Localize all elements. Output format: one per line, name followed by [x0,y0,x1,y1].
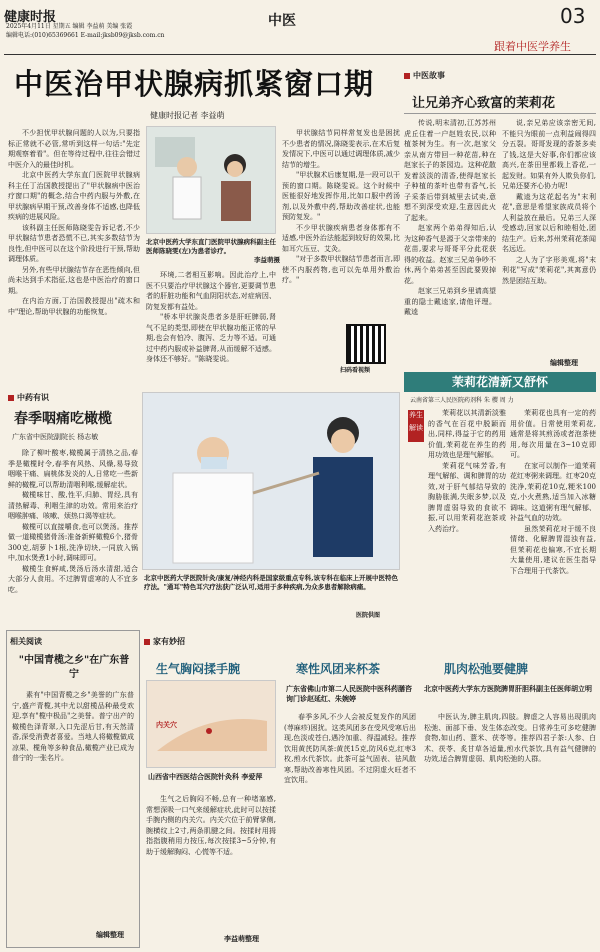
tag-line-2: 解读 [409,424,423,432]
jasmine-author: 云南省第三人民医院药剂科 朱 樱 周 力 [410,397,514,404]
phone-line: 编辑电话:(010)65369661 E-mail:jksb09@jksb.com.cn [6,32,165,39]
section-marker-icon [144,639,150,645]
paragraph: 素有"中国青榄之乡"美誉的广东普宁,盛产青榄,其中尤以甜榄品种最受欢迎,享有"榄中极品"之美誉。普宁出产的橄榄色泽青翠,入口先涩后甘,有天然清香,深受消费者喜爱。当地人将橄榄做成凉果、榄角等多种食品,橄榄产业已成为普宁的一张名片。 [12,691,134,762]
reading-credit: 编辑整理 [96,930,124,939]
tip1-author: 山西省中西医结合医院针灸科 李爱萍 [148,772,263,781]
doctor-patient-illustration [147,127,275,233]
qr-label: 扫码看视频 [340,367,371,374]
qr-code[interactable] [346,324,386,364]
story-section-text: 中医故事 [413,71,445,80]
page-number: 03 [560,4,586,28]
paragraph: 说,亲兄弟应该亲密无间,不能只为眼前一点利益闹得四分五裂。哥哥发现的香茶多卖了钱,这是大好事,你们都应该高兴,在茶田里都栽上香花,一起发财。如果有外人欺负你们,兄弟还要齐心协力呢! [502,119,596,190]
story-title-rule [404,113,596,114]
paragraph: 虽然茉莉花对于缓不良情绪、化解脾胃湿浊有益,但茉莉花也偏寒,不宜长期大量使用,建议在医生指导下合理用于代茶饮。 [510,524,596,575]
paragraph: 传说,明末清初,江苏苏州虎丘住着一户赵姓农民,以种植茶树为生。有一次,赵家父亲从南方带回一种花苗,种在赵家长子的茶园边。这种花散发着淡淡的清香,使得赵家长子种植的茶叶也带有香气,长子采茶后带到城里去试卖,意想不到深受欢迎,生意因此火了起来。 [404,119,496,222]
paragraph: 赵家两个弟弟得知后,认为这种香气是源于父亲带来的花苗,要求与哥哥平分此花获得的收益。赵家三兄弟争吵不休,两个弟弟甚至因此要毁掉花。 [404,224,496,285]
herbal-section-text: 中药有识 [17,393,49,402]
section-marker-icon [8,395,14,401]
main-column-3 [282,128,400,356]
tip2-title: 寒性风团来杯茶 [296,662,381,676]
herbal-section-label [8,392,49,403]
paragraph: 春季多风,不少人会被反复发作的风团(荨麻疹)困扰。这类风团多在受风受寒后出现,色淡或苍白,遇冷加重、得温减轻。推荐饮用黄芪防风茶:黄芪15克,防风6克,红枣3枚,煎水代茶饮。此茶可益气固表、祛风散寒,帮助改善寒性风团。不过阴虚火旺者不宜饮用。 [284,713,416,784]
tip2-body [284,712,416,944]
paragraph: 不少担忧甲状腺问题的人以为,只要指标正常就不必管,常听到这样一句话:"先定期观察着看"。但在等待过程中,往往会错过中医介入的最佳时机。 [8,129,140,169]
paragraph: 戴逵为这花起名为"末利花",意思是希望家族成员将个人利益放在最后。兄弟三人深受感动,回家以后和睦相处,团结生产。后来,苏州茉莉花茶闻名远近。 [502,192,596,253]
acupoint-label: 内关穴 [156,720,177,729]
paragraph: 茉莉花以其清新淡雅的香气在百花中脱颖而出,同样,得益于它的药用价值,茉莉花在养生的药用功效也是理气解郁。 [428,409,506,459]
tip1-body [146,794,276,932]
paragraph: 除了柳叶酸枣,橄榄属于清热之品,春季是橄榄时令,春季有风热、风燥,易导致咽喉干痛、扁桃体发炎的人,日常吃一些新鲜的橄榄,可以帮助清咽利喉,缓解症状。 [8,449,138,489]
tip1-title: 生气胸闷揉手腕 [156,662,241,676]
section-marker-icon [404,73,410,79]
herbal-body [8,448,138,624]
tip3-body [424,712,596,944]
main-photo-caption: 北京中医药大学东直门医院甲状腺病科副主任医师陈晓雯(左)为患者诊疗。 [146,238,276,255]
paragraph: "桥本甲状腺炎患者多是肝旺脾弱,肾气不足的类型,即使在甲状腺功能正常的早期,也会有怕冷、腹泻、乏力等不适。可通过中药内服或补益脾肾,从而缓解不适感。身体还不够好。"陈晓雯说。 [146,313,276,363]
story-column-1 [404,118,496,368]
main-photo-credit: 李益萌摄 [254,256,280,264]
paragraph: 环境,二者相互影响。因此治疗上,中医不只要治疗甲状腺这个器官,更要调节患者的肝脏功能和气血阴阳状态,对症病因、防复发都有益处。 [146,271,276,311]
story-credit: 编辑整理 [550,358,578,367]
main-byline: 健康时报记者 李益萌 [150,111,225,120]
herbal-author: 广东省中医院副院长 杨志敏 [12,433,99,441]
paragraph: 赵家三兄弟到乡里请高望重的隐士戴逵家,请他评理。戴逵 [404,287,496,316]
main-photo [146,126,276,234]
reading-title: "中国青榄之乡"在广东普宁 [18,655,130,680]
reading-section-text: 相关阅读 [10,637,42,646]
acupuncture-photo [142,392,400,570]
paragraph: 不少甲状腺疾病患者身体都有不适感,中医外治法能起到较好的效果,比如耳穴压豆、艾灸。 [282,223,400,253]
paragraph: 中医认为,脾主肌肉,四肢。脾虚之人容易出现肌肉松弛、面部下垂、发生体态改变。日常养生可多吃健脾食物,如山药、薏米、茯苓等。推荐四君子茶:人参、白术、茯苓、炙甘草各适量,煎水代茶饮,具有益气健脾的功效,适合脾胃虚弱、肌肉松弛的人群。 [424,713,596,763]
date-line: 2025年4月11日 星期五 编辑 李益萌 美编 张霞 [6,23,133,30]
tip3-title: 肌肉松弛要健脾 [444,662,529,676]
paragraph: 甲状腺结节同样常复发也是困扰不少患者的情况,陈晓雯表示,在术后复发情况下,中医可以通过调理体质,减少结节的增生。 [282,129,400,169]
main-column-2 [146,270,276,386]
tag-line-1: 养生 [409,411,423,419]
paragraph: 橄榄生食鲜咸,煲汤后汤水清甜,适合大部分人食用。不过脾胃虚寒的人不宜多吃。 [8,564,138,594]
reading-body [12,690,134,920]
tips-section-label [144,636,185,647]
paragraph: 之人为了字形美观,将"末利花"写成"茉莉花",其寓意仍然是团结互助。 [502,255,596,285]
paragraph: 生气之后胸闷不畅,总有一种堵塞感,常想深吸一口气来缓解症状,此时可以按揉手腕内侧的内关穴。内关穴位于前臂掌侧,腕横纹上2寸,两条肌腱之间。按揉时用拇指指腹稍用力按压,每次按揉3~5分钟,有助于缓解胸闷、心慌等不适。 [146,795,276,856]
jasmine-column-1 [428,408,506,642]
paragraph: 茉莉花也具有一定的药用价值。日常使用茉莉花,通常是将其煎汤或者泡茶使用,每次用量在3~10克即可。 [510,409,596,459]
header-rule [4,54,596,55]
tips-section-text: 家有妙招 [153,637,185,646]
story-section-label [404,70,445,81]
jasmine-tag [408,410,424,442]
paragraph: 在家可以制作一道茉莉花红枣粥来调理。红枣20克洗净,茉莉花10克,粳米100克,小火煮熟,适当加入冰糖调味。这道粥有理气解郁、补益气血的功效。 [510,461,596,522]
tip1-credit: 李益萌整理 [224,934,259,943]
paragraph: 在内治方面,丁治国教授提出"疏木和中"理论,帮助甲状腺的功能恢复。 [8,297,140,316]
paragraph: "对于多数甲状腺结节患者而言,即使不内服药物,也可以先单用外敷治疗。" [282,255,400,284]
paragraph: "甲状腺术后康复期,是一段可以干预的窗口期。陈晓雯说。这个时候中医能很好地发挥作用,比如口服中药汤剂,以及外敷中药,帮助改善症状,也能预防复发。" [282,171,400,221]
paragraph: 橄榄味甘、酸,性平,归肺、胃经,具有清热解毒、利咽生津的功效。常用来治疗咽喉肿痛、咳嗽、烦热口渴等症状。 [8,491,138,520]
paragraph: 另外,有些甲状腺结节存在恶性倾向,但尚未达到手术指征,这也是中医治疗的窗口期。 [8,265,140,295]
main-column-1 [8,128,140,386]
acupuncture-caption: 北京中医药大学医院针灸/康复/神经内科是国家级重点专科,该专科在临床上开展中医特色疗法。"通耳"特色耳穴疗法获广泛认可,适用于多种疾病,为众多患者解除病痛。 [144,574,398,591]
masthead: 健康时报 [4,10,57,25]
story-column-2 [502,118,596,358]
story-title: 让兄弟齐心致富的茉莉花 [412,96,556,111]
paragraph: 该科副主任医师陈晓雯告诉记者,不少甲状腺结节患者恐慌不已,其实多数结节为良性,但中医可以在这个阶段进行干预,帮助调理体质。 [8,223,140,263]
paragraph: 北京中医药大学东直门医院甲状腺病科主任丁治国教授提出了"甲状腺病中医治疗窗口期"的概念,结合中药内服与外敷,在甲状腺病早期干预,改善身体不适感,也降低疾病的进展风险。 [8,171,140,221]
acupuncture-illustration [143,393,399,569]
section-name: 中医 [268,13,296,29]
paragraph: 橄榄可以直接嚼食,也可以煲汤。推荐做一道橄榄猪骨汤:准备新鲜橄榄6个,猪骨300克,胡萝卜1根,洗净切块,一同放入锅中,加水煲煮1小时,调味即可。 [8,522,138,562]
jasmine-title-bar: 茉莉花清新又舒怀 [404,372,596,392]
main-headline: 中医治甲状腺病抓紧窗口期 [14,67,375,101]
tip2-author: 广东省佛山市第二人民医院中医科药膳咨询门诊赵延红、朱婉婷 [286,684,412,703]
acupuncture-credit: 医院供图 [356,612,381,619]
paragraph: 茉莉花气味芳香,有理气解郁、调和脾胃的功效,对于肝气郁结导致的胸胁胀满,失眠多梦,以及脾胃虚弱导致的食欲不振,可以用茉莉花泡茶或入药治疗。 [428,461,506,533]
page-tagline: 跟着中医学养生 [494,40,571,53]
reading-section-label [10,636,42,647]
tip3-author: 北京中医药大学东方医院脾胃肝胆科副主任医师胡立明 [424,684,592,693]
jasmine-column-2 [510,408,596,642]
herbal-title: 春季咽痛吃橄榄 [14,411,112,427]
